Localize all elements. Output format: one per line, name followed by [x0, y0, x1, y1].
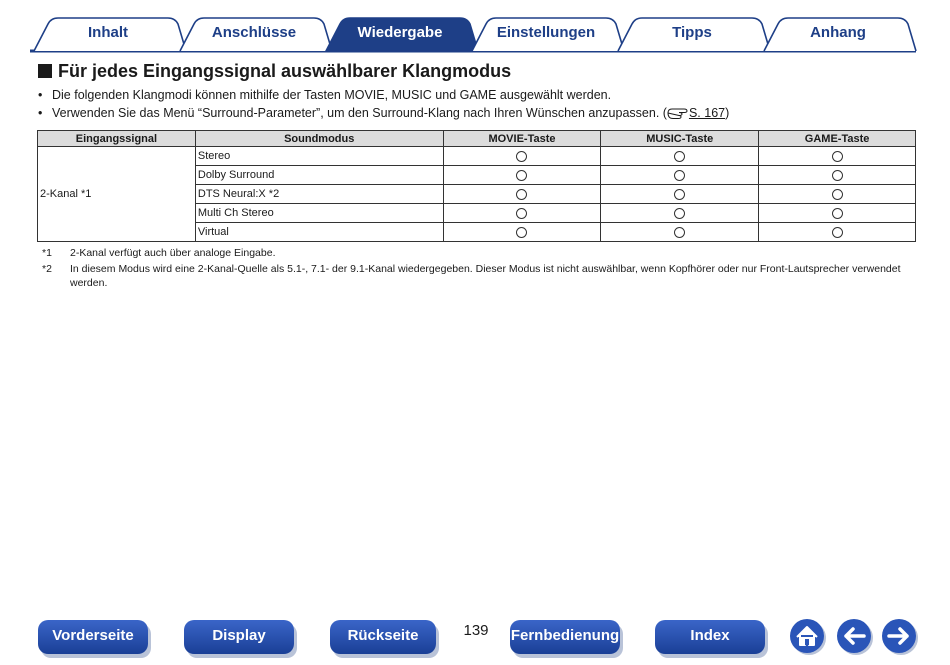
- index-button[interactable]: Index: [655, 620, 765, 654]
- tab-inhalt[interactable]: Inhalt: [88, 24, 128, 41]
- sound-mode-table: [37, 130, 916, 242]
- sound-mode-cell: Virtual: [195, 223, 443, 242]
- footnote-text: 2-Kanal verfügt auch über analoge Eingabe.: [70, 247, 276, 259]
- footnote-mark: *1: [42, 247, 52, 259]
- input-signal-cell: [38, 147, 196, 242]
- game-cell: [759, 223, 916, 242]
- game-cell: [759, 166, 916, 185]
- footnote-text: In diesem Modus wird eine 2-Kanal-Quelle als 5.1-, 7.1- der 9.1-Kanal wiedergegeben. Dieser Modus ist nicht auswählbar, wenn Kopfhörer oder nur Front-Lautsprecher verwendet werden.: [70, 263, 901, 289]
- column-header: MOVIE-Taste: [443, 131, 601, 147]
- table-row: [38, 147, 916, 166]
- arrow-left-icon[interactable]: [836, 618, 874, 656]
- circle-icon: [832, 189, 843, 200]
- music-cell: [601, 185, 759, 204]
- tab-anhang[interactable]: Anhang: [810, 24, 866, 41]
- music-cell: [601, 166, 759, 185]
- square-bullet-icon: [38, 64, 52, 78]
- circle-icon: [674, 151, 685, 162]
- column-header: GAME-Taste: [759, 131, 916, 147]
- circle-icon: [832, 227, 843, 238]
- page-reference-link[interactable]: S. 167: [688, 106, 726, 120]
- display-button[interactable]: Display: [184, 620, 294, 654]
- movie-cell: [443, 147, 601, 166]
- ref-close-paren: ): [725, 106, 730, 120]
- music-cell: [601, 223, 759, 242]
- table-header-row: [38, 131, 916, 147]
- tab-tipps[interactable]: Tipps: [672, 24, 712, 41]
- bullet-dot-icon: •: [38, 88, 43, 102]
- music-cell: [601, 147, 759, 166]
- bullet-item: [38, 104, 918, 122]
- footnote-mark: *2: [268, 188, 280, 200]
- bullet-text-main: Verwenden Sie das Menü “Surround-Parameter”, um den Surround-Klang nach Ihren Wünschen anzupassen.: [52, 106, 660, 120]
- circle-icon: [674, 208, 685, 219]
- circle-icon: [674, 170, 685, 181]
- tab-anschluesse[interactable]: Anschlüsse: [211, 24, 297, 41]
- bullet-dot-icon: •: [38, 106, 43, 120]
- circle-icon: [516, 208, 527, 219]
- game-cell: [759, 147, 916, 166]
- circle-icon: [516, 151, 527, 162]
- tab-bar: [0, 0, 950, 54]
- footnote-mark: *1: [80, 188, 92, 200]
- circle-icon: [832, 170, 843, 181]
- tab-einstellungen[interactable]: Einstellungen: [496, 24, 596, 41]
- movie-cell: [443, 223, 601, 242]
- movie-cell: [443, 166, 601, 185]
- music-cell: [601, 204, 759, 223]
- ref-open-paren: (: [662, 106, 667, 120]
- footnote: [42, 262, 912, 290]
- front-panel-button[interactable]: Vorderseite: [38, 620, 148, 654]
- sound-mode-cell: [195, 185, 443, 204]
- circle-icon: [516, 170, 527, 181]
- bullet-list: [38, 86, 918, 122]
- footnotes: [42, 246, 912, 292]
- sound-mode-label: DTS Neural:X: [197, 188, 266, 200]
- circle-icon: [832, 151, 843, 162]
- column-header: Eingangssignal: [38, 131, 196, 147]
- game-cell: [759, 185, 916, 204]
- circle-icon: [674, 227, 685, 238]
- column-header: MUSIC-Taste: [601, 131, 759, 147]
- sound-mode-cell: Dolby Surround: [195, 166, 443, 185]
- circle-icon: [832, 208, 843, 219]
- pointing-hand-icon: [667, 106, 689, 120]
- column-header: Soundmodus: [195, 131, 443, 147]
- section-title: Für jedes Eingangssignal auswählbarer Klangmodus: [58, 60, 512, 81]
- remote-control-button[interactable]: Fernbedienung: [510, 620, 620, 654]
- bullet-item: [38, 86, 918, 104]
- page-number: 139: [463, 622, 489, 639]
- game-cell: [759, 204, 916, 223]
- movie-cell: [443, 204, 601, 223]
- home-icon[interactable]: [789, 618, 827, 656]
- arrow-right-icon[interactable]: [881, 618, 919, 656]
- circle-icon: [516, 227, 527, 238]
- footnote-mark: *2: [42, 263, 52, 275]
- footnote: [42, 246, 912, 260]
- sound-mode-cell: Stereo: [195, 147, 443, 166]
- rear-panel-button[interactable]: Rückseite: [330, 620, 436, 654]
- circle-icon: [674, 189, 685, 200]
- bullet-text: Die folgenden Klangmodi können mithilfe der Tasten MOVIE, MUSIC und GAME ausgewählt werden.: [52, 88, 612, 102]
- section-heading: [38, 60, 511, 82]
- movie-cell: [443, 185, 601, 204]
- input-signal-label: 2-Kanal: [40, 188, 78, 200]
- circle-icon: [516, 189, 527, 200]
- bullet-text: [52, 104, 729, 122]
- tab-wiedergabe[interactable]: Wiedergabe: [357, 24, 443, 41]
- sound-mode-cell: Multi Ch Stereo: [195, 204, 443, 223]
